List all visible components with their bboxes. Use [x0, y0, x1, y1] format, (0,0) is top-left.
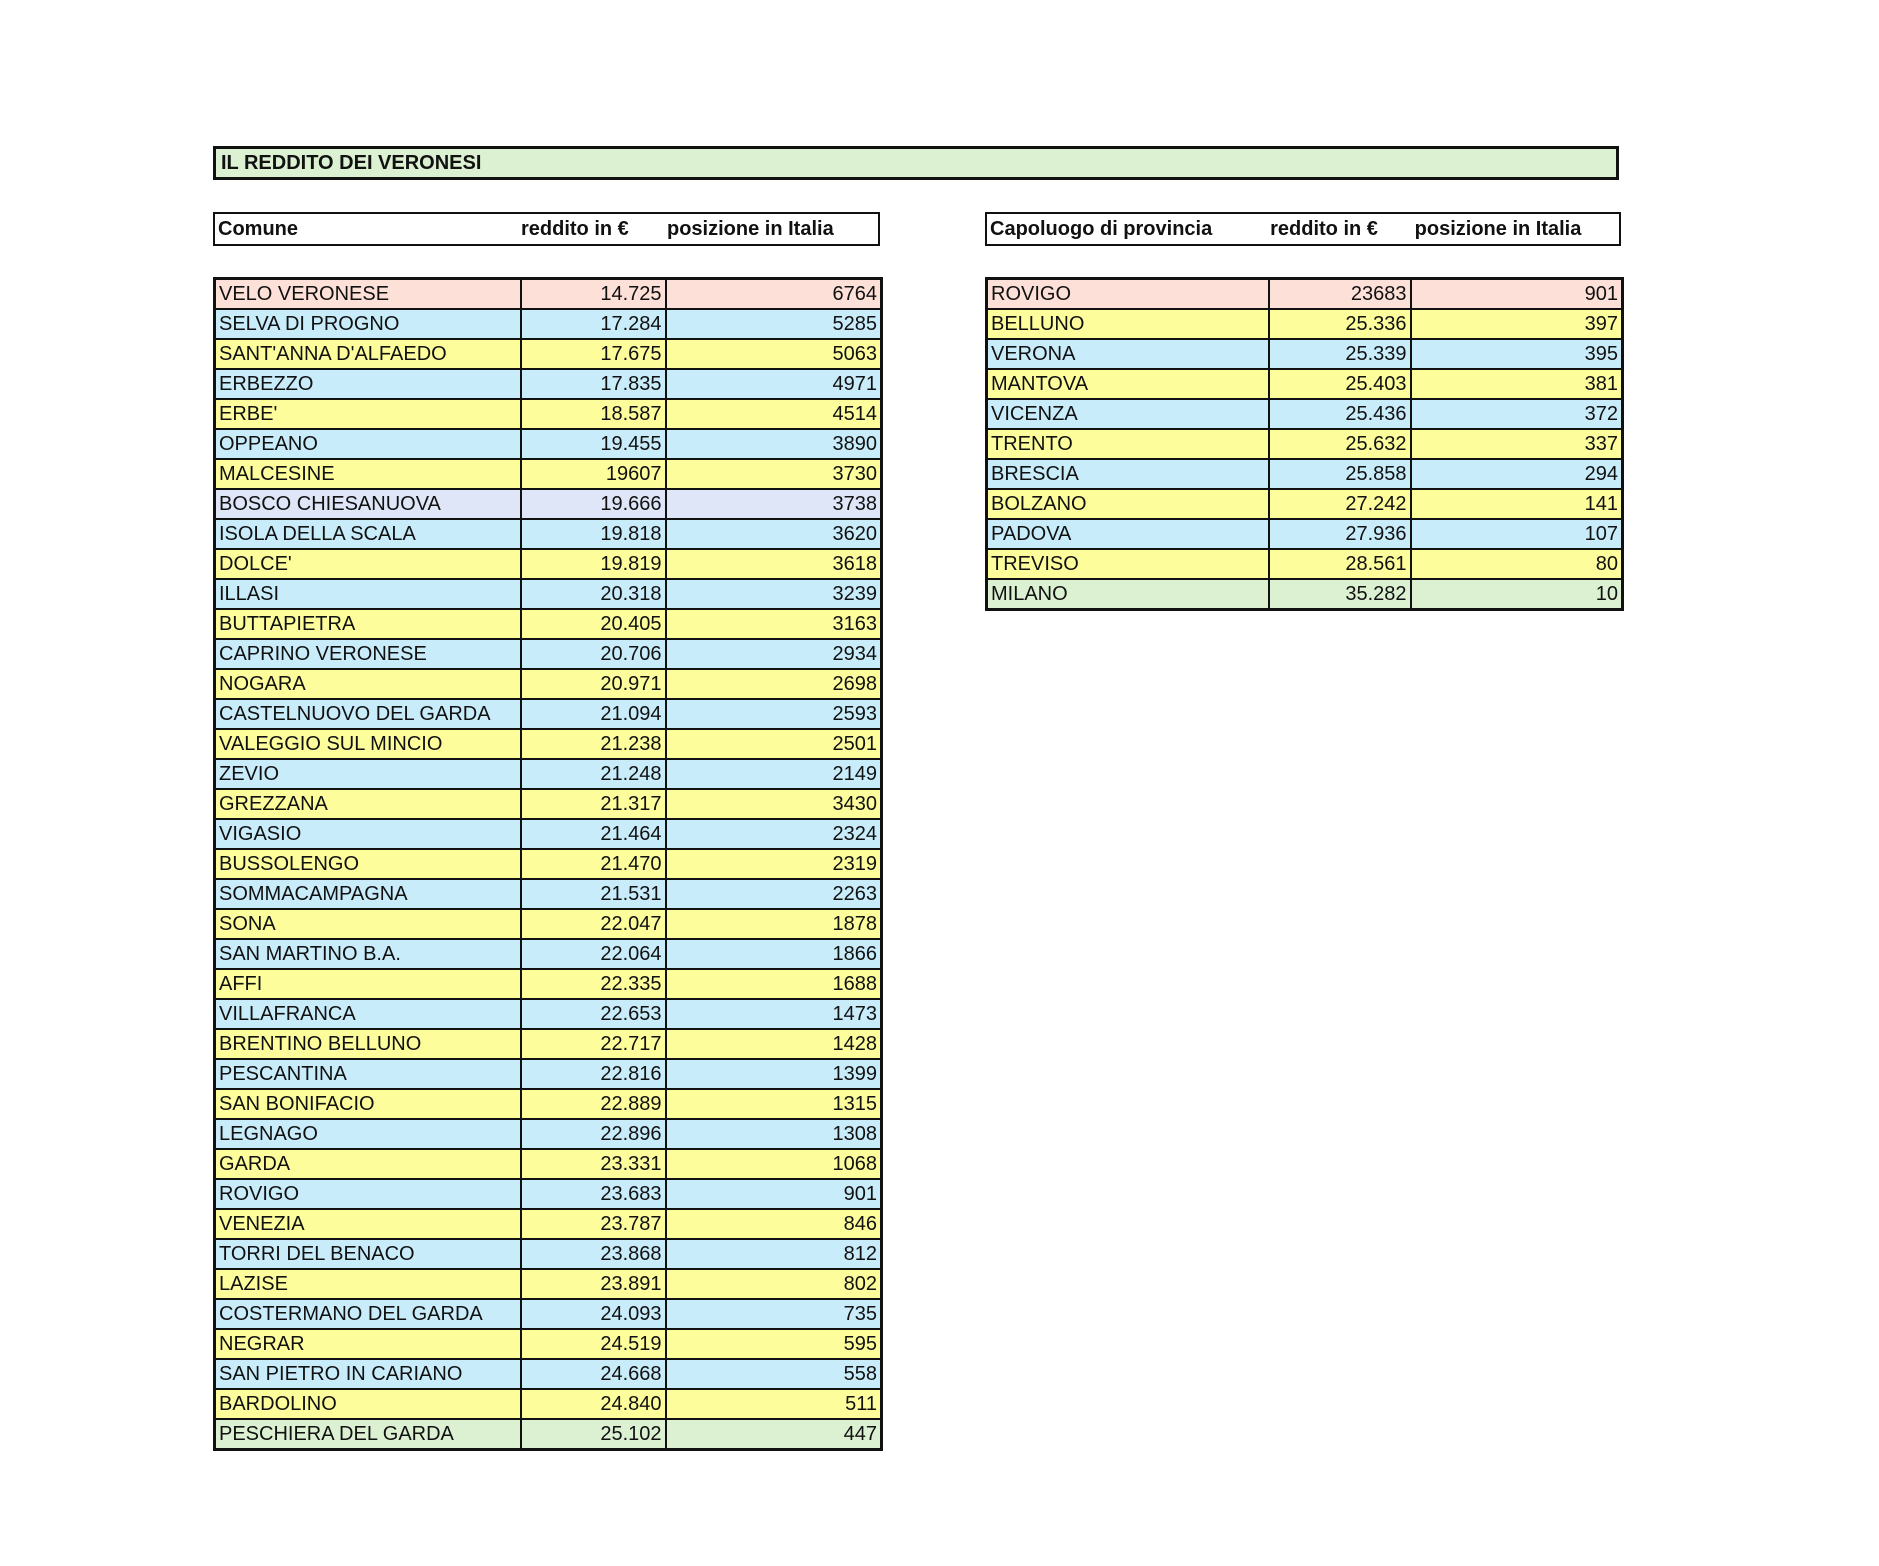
cell-income: 19.666: [521, 489, 666, 519]
cell-income: 19.455: [521, 429, 666, 459]
table-row: [987, 489, 1623, 519]
table-row: [215, 609, 882, 639]
table-row: [215, 339, 882, 369]
cell-income: 21.094: [521, 699, 666, 729]
header-reddito: reddito in €: [1270, 217, 1378, 240]
table-row: [987, 459, 1623, 489]
cell-name: NOGARA: [215, 669, 521, 699]
cell-rank: 1688: [666, 969, 882, 999]
cell-rank: 2934: [666, 639, 882, 669]
cell-income: 23.331: [521, 1149, 666, 1179]
table-row: [215, 1059, 882, 1089]
cell-rank: 3890: [666, 429, 882, 459]
table-row: [215, 819, 882, 849]
table-row: [215, 489, 882, 519]
cell-name: VENEZIA: [215, 1209, 521, 1239]
cell-name: SONA: [215, 909, 521, 939]
cell-rank: 381: [1411, 369, 1623, 399]
cell-rank: 397: [1411, 309, 1623, 339]
cell-rank: 3163: [666, 609, 882, 639]
cell-rank: 595: [666, 1329, 882, 1359]
cell-name: PADOVA: [987, 519, 1269, 549]
cell-rank: 3430: [666, 789, 882, 819]
cell-name: LAZISE: [215, 1269, 521, 1299]
cell-rank: 294: [1411, 459, 1623, 489]
cell-income: 24.840: [521, 1389, 666, 1419]
cell-income: 23.787: [521, 1209, 666, 1239]
table-row: [215, 789, 882, 819]
cell-name: VALEGGIO SUL MINCIO: [215, 729, 521, 759]
table-row: [215, 1029, 882, 1059]
cell-income: 24.519: [521, 1329, 666, 1359]
cell-name: BOLZANO: [987, 489, 1269, 519]
cell-income: 22.047: [521, 909, 666, 939]
cell-rank: 10: [1411, 579, 1623, 610]
cell-name: MILANO: [987, 579, 1269, 610]
cell-name: DOLCE': [215, 549, 521, 579]
cell-income: 22.335: [521, 969, 666, 999]
cell-name: LEGNAGO: [215, 1119, 521, 1149]
cell-name: VELO VERONESE: [215, 279, 521, 310]
table-row: [215, 909, 882, 939]
cell-name: SAN PIETRO IN CARIANO: [215, 1359, 521, 1389]
cell-rank: 1315: [666, 1089, 882, 1119]
table-row: [215, 279, 882, 310]
cell-rank: 5063: [666, 339, 882, 369]
table-row: [215, 1089, 882, 1119]
table-row: [215, 999, 882, 1029]
table-row: [987, 579, 1623, 610]
cell-rank: 2324: [666, 819, 882, 849]
cell-income: 19.818: [521, 519, 666, 549]
cell-income: 22.889: [521, 1089, 666, 1119]
table-row: [215, 519, 882, 549]
cell-name: ROVIGO: [987, 279, 1269, 310]
cell-income: 21.317: [521, 789, 666, 819]
cell-income: 22.064: [521, 939, 666, 969]
table-row: [987, 549, 1623, 579]
cell-rank: 3738: [666, 489, 882, 519]
table-row: [987, 369, 1623, 399]
cell-rank: 1428: [666, 1029, 882, 1059]
table-row: [215, 399, 882, 429]
cell-income: 27.242: [1269, 489, 1411, 519]
cell-rank: 558: [666, 1359, 882, 1389]
cell-income: 17.835: [521, 369, 666, 399]
cell-income: 27.936: [1269, 519, 1411, 549]
cell-rank: 1308: [666, 1119, 882, 1149]
table-row: [215, 669, 882, 699]
cell-name: BUTTAPIETRA: [215, 609, 521, 639]
cell-name: ILLASI: [215, 579, 521, 609]
cell-income: 23.891: [521, 1269, 666, 1299]
cell-income: 20.318: [521, 579, 666, 609]
table-row: [215, 549, 882, 579]
cell-name: VICENZA: [987, 399, 1269, 429]
table-row: [215, 459, 882, 489]
cell-income: 23683: [1269, 279, 1411, 310]
cell-rank: 395: [1411, 339, 1623, 369]
cell-name: SOMMACAMPAGNA: [215, 879, 521, 909]
cell-name: SAN BONIFACIO: [215, 1089, 521, 1119]
cell-income: 22.896: [521, 1119, 666, 1149]
table-row: [215, 1389, 882, 1419]
cell-rank: 337: [1411, 429, 1623, 459]
cell-name: SELVA DI PROGNO: [215, 309, 521, 339]
cell-name: TORRI DEL BENACO: [215, 1239, 521, 1269]
cell-name: ERBE': [215, 399, 521, 429]
cell-name: OPPEANO: [215, 429, 521, 459]
cell-rank: 901: [1411, 279, 1623, 310]
table-row: [215, 849, 882, 879]
cell-rank: 2501: [666, 729, 882, 759]
table-row: [215, 1299, 882, 1329]
table-row: [215, 1119, 882, 1149]
table-row: [215, 969, 882, 999]
header-posizione: posizione in Italia: [1414, 217, 1582, 240]
cell-name: VILLAFRANCA: [215, 999, 521, 1029]
table-row: [215, 729, 882, 759]
cell-income: 25.403: [1269, 369, 1411, 399]
cell-income: 25.102: [521, 1419, 666, 1450]
cell-rank: 2319: [666, 849, 882, 879]
cell-income: 20.706: [521, 639, 666, 669]
header-comune: Comune: [218, 217, 298, 240]
cell-income: 22.717: [521, 1029, 666, 1059]
cell-name: BOSCO CHIESANUOVA: [215, 489, 521, 519]
cell-rank: 4514: [666, 399, 882, 429]
cell-income: 21.248: [521, 759, 666, 789]
cell-name: PESCANTINA: [215, 1059, 521, 1089]
cell-income: 25.632: [1269, 429, 1411, 459]
table-row: [215, 1239, 882, 1269]
cell-name: SANT'ANNA D'ALFAEDO: [215, 339, 521, 369]
cell-name: BRENTINO BELLUNO: [215, 1029, 521, 1059]
cell-income: 25.336: [1269, 309, 1411, 339]
cell-name: BARDOLINO: [215, 1389, 521, 1419]
cell-income: 20.971: [521, 669, 666, 699]
table-row: [215, 429, 882, 459]
table-row: [987, 399, 1623, 429]
cell-rank: 447: [666, 1419, 882, 1450]
cell-name: PESCHIERA DEL GARDA: [215, 1419, 521, 1450]
table-row: [987, 429, 1623, 459]
cell-income: 23.868: [521, 1239, 666, 1269]
comune-income-table: [213, 277, 883, 1451]
table-row: [215, 1329, 882, 1359]
cell-name: CAPRINO VERONESE: [215, 639, 521, 669]
cell-name: MANTOVA: [987, 369, 1269, 399]
table-row: [987, 519, 1623, 549]
cell-name: TRENTO: [987, 429, 1269, 459]
cell-rank: 6764: [666, 279, 882, 310]
header-capoluogo: Capoluogo di provincia: [990, 217, 1213, 240]
cell-name: BUSSOLENGO: [215, 849, 521, 879]
cell-income: 24.668: [521, 1359, 666, 1389]
cell-rank: 2263: [666, 879, 882, 909]
table-row: [987, 339, 1623, 369]
cell-rank: 846: [666, 1209, 882, 1239]
cell-rank: 812: [666, 1239, 882, 1269]
cell-income: 25.436: [1269, 399, 1411, 429]
cell-income: 14.725: [521, 279, 666, 310]
cell-rank: 107: [1411, 519, 1623, 549]
cell-name: NEGRAR: [215, 1329, 521, 1359]
cell-income: 21.470: [521, 849, 666, 879]
cell-income: 22.816: [521, 1059, 666, 1089]
sheet-title: IL REDDITO DEI VERONESI: [213, 146, 1619, 180]
cell-rank: 3618: [666, 549, 882, 579]
table-row: [215, 369, 882, 399]
cell-name: GREZZANA: [215, 789, 521, 819]
cell-rank: 4971: [666, 369, 882, 399]
cell-name: MALCESINE: [215, 459, 521, 489]
cell-rank: 80: [1411, 549, 1623, 579]
cell-income: 18.587: [521, 399, 666, 429]
table-row: [215, 639, 882, 669]
cell-income: 35.282: [1269, 579, 1411, 610]
cell-name: AFFI: [215, 969, 521, 999]
cell-rank: 1878: [666, 909, 882, 939]
cell-name: TREVISO: [987, 549, 1269, 579]
header-posizione: posizione in Italia: [667, 217, 834, 240]
cell-rank: 1068: [666, 1149, 882, 1179]
capoluogo-income-table: [985, 277, 1624, 611]
cell-rank: 2149: [666, 759, 882, 789]
cell-income: 17.675: [521, 339, 666, 369]
cell-name: ROVIGO: [215, 1179, 521, 1209]
cell-rank: 735: [666, 1299, 882, 1329]
cell-name: VERONA: [987, 339, 1269, 369]
cell-rank: 901: [666, 1179, 882, 1209]
cell-rank: 1473: [666, 999, 882, 1029]
cell-income: 28.561: [1269, 549, 1411, 579]
table-row: [215, 1149, 882, 1179]
cell-income: 20.405: [521, 609, 666, 639]
cell-rank: 2698: [666, 669, 882, 699]
cell-income: 21.238: [521, 729, 666, 759]
table-row: [215, 879, 882, 909]
cell-rank: 1399: [666, 1059, 882, 1089]
cell-income: 21.531: [521, 879, 666, 909]
capoluogo-table-header: [985, 212, 1621, 246]
table-row: [215, 699, 882, 729]
cell-rank: 372: [1411, 399, 1623, 429]
cell-name: ERBEZZO: [215, 369, 521, 399]
table-row: [215, 939, 882, 969]
cell-rank: 3730: [666, 459, 882, 489]
cell-income: 23.683: [521, 1179, 666, 1209]
cell-income: 25.858: [1269, 459, 1411, 489]
cell-rank: 511: [666, 1389, 882, 1419]
cell-name: VIGASIO: [215, 819, 521, 849]
cell-name: ZEVIO: [215, 759, 521, 789]
cell-name: GARDA: [215, 1149, 521, 1179]
cell-rank: 802: [666, 1269, 882, 1299]
cell-rank: 1866: [666, 939, 882, 969]
cell-name: SAN MARTINO B.A.: [215, 939, 521, 969]
table-row: [987, 279, 1623, 310]
table-row: [215, 579, 882, 609]
table-row: [215, 1269, 882, 1299]
cell-rank: 5285: [666, 309, 882, 339]
table-row: [215, 1209, 882, 1239]
cell-name: CASTELNUOVO DEL GARDA: [215, 699, 521, 729]
cell-income: 25.339: [1269, 339, 1411, 369]
table-row: [215, 309, 882, 339]
cell-rank: 3620: [666, 519, 882, 549]
cell-income: 17.284: [521, 309, 666, 339]
cell-income: 19.819: [521, 549, 666, 579]
header-reddito: reddito in €: [521, 217, 629, 240]
cell-name: ISOLA DELLA SCALA: [215, 519, 521, 549]
table-row: [215, 1359, 882, 1389]
table-row: [215, 1179, 882, 1209]
cell-rank: 3239: [666, 579, 882, 609]
cell-rank: 141: [1411, 489, 1623, 519]
cell-income: 19607: [521, 459, 666, 489]
table-row: [215, 1419, 882, 1450]
comune-table-header: [213, 212, 880, 246]
cell-income: 21.464: [521, 819, 666, 849]
cell-name: BRESCIA: [987, 459, 1269, 489]
table-row: [215, 759, 882, 789]
cell-name: COSTERMANO DEL GARDA: [215, 1299, 521, 1329]
cell-income: 24.093: [521, 1299, 666, 1329]
cell-rank: 2593: [666, 699, 882, 729]
table-row: [987, 309, 1623, 339]
cell-income: 22.653: [521, 999, 666, 1029]
cell-name: BELLUNO: [987, 309, 1269, 339]
